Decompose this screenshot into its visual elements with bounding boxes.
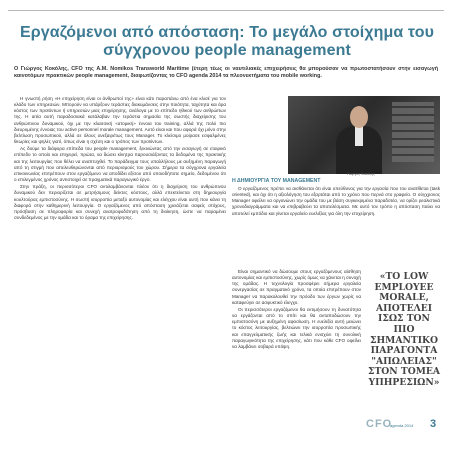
body-paragraph: Ας δούμε τα διάφορα επίπεδα του people management, ξεκινώντας από την εισαγωγή σε εταιρικό επίπεδο το οποίο και επιχειρεί, πρώτα, να δώσει κίνητρα παρουσιάζοντας τα δεδομένα της πρακτικής και της λειτουργίας που θέλει να αναπτυχθεί. Το παράδειγμα τους υπαλλήλους με αυξημένη παραγωγή από τη στιγμή που απελευθερώνονται από περιορισμούς του χώρου. Σήμερα τα σύγχρονα εργαλεία επικοινωνίας επιτρέπουν στον εργαζόμενο να αποδίδει εξίσου από οποιοδήποτε σημείο, δεδομένου ότι ο επιλεγμένος χρόνος αντιστοιχεί σε πραγματικά παραγωγικό έργο. [14, 146, 226, 183]
right-column-bottom [232, 269, 361, 409]
pull-quote: «ΤΟ LOW EMPLOYEE MORALE, ΑΠΟΤΕΛΕΙ ΙΣΩΣ ΤΟΝ ΠΙΟ ΣΗΜΑΝΤΙΚΟ ΠΑΡΑΓΟΝΤΑ "ΑΠΩΛΕΙΑΣ" ΣΤΟΝ ΤΟΜΕΑ ΥΠΗΡΕΣΙΩΝ» [367, 271, 441, 388]
body-paragraph: Ο εργαζόμενος πρέπει να αισθάνεται ότι είναι υπεύθυνος για την εργασία που του ανατίθεται (task oriented), και όχι ότι η αξιολόγηση του εξαρτάται από το χρόνο που περνά στο γραφείο. Ο σύγχρονος Manager οφείλει να οργανώνει την ομάδα του με βάση συγκεκριμένα παραδοτέα, να ορίζει ρεαλιστικά χρονοδιαγράμματα και να επιβραβεύει τα αποτελέσματα. Με αυτό τον τρόπο η απόσταση παύει να αποτελεί εμπόδιο και γίνεται εργαλείο ευελιξίας για όλη την επιχείρηση. [232, 186, 440, 216]
body-paragraph: Στην πράξη, οι περισσότεροι CFO αντιλαμβάνονται πλέον ότι η διαχείριση του ανθρώπινου δυναμικού δεν περιορίζεται σε μετρήσιμους δείκτες κόστους, αλλά επεκτείνεται στη δημιουργία κουλτούρας εμπιστοσύνης. Η σωστή ισορροπία μεταξύ αυτονομίας και ελέγχου είναι αυτή που κάνει τη διαφορά στην καθημερινή λειτουργία. Ο εργαζόμενος από απόσταση χρειάζεται σαφείς στόχους, πρόσβαση σε πληροφορία και συνεχή ανατροφοδότηση από τη διοίκηση, ώστε να παραμένει συνδεδεμένος με την ομάδα και το όραμα της επιχείρησης. [14, 184, 226, 220]
article-headline: Εργαζόμενοι από απόσταση: Το μεγάλο στοίχημα του σύγχρονου people management [20, 24, 434, 59]
left-column [14, 96, 226, 440]
body-paragraph: Οι περισσότεροι εργαζόμενοι θα εκτιμήσουν τη δυνατότητα να εργάζονται από το σπίτι και θα ανταποδώσουν την εμπιστοσύνη με αυξημένη αφοσίωση. Η ευελιξία αυτή μειώνει το κόστος λειτουργίας, βελτιώνει την ισορροπία προσωπικής και επαγγελματικής ζωής και τελικά ενισχύει τη συνολική παραγωγικότητα της επιχείρησης, κάτι που κάθε CFO οφείλει να λαμβάνει σοβαρά υπόψη. [232, 306, 361, 349]
portrait-figure [336, 106, 382, 174]
page-footer [366, 418, 444, 432]
right-column-top [232, 186, 440, 268]
author-photo [288, 96, 440, 174]
magazine-brand: CFO [366, 418, 393, 430]
page-number: 3 [430, 418, 437, 430]
body-paragraph: Είναι σημαντικό να δώσουμε στους εργαζόμενους αίσθηση αυτονομίας και εμπιστοσύνης, χωρίς όμως να χάνεται η συνοχή της ομάδας. Η τεχνολογία προσφέρει σήμερα εργαλεία συνεργασίας σε πραγματικό χρόνο, τα οποία επιτρέπουν στον Manager να παρακολουθεί την πρόοδο των έργων χωρίς να καταφεύγει σε ασφυκτικό έλεγχο. [232, 269, 361, 305]
bookshelf-background [392, 102, 434, 162]
top-rule [8, 10, 444, 11]
article-intro: Ο Γιώργος Κοκόλης, CFO της A.M. Nomikos Transworld Maritime (έτερη τέως οι ναυτιλιακές επιχειρήσεις θα μπορούσαν να πρωτοστατήσουν στην εισαγωγή καινοτόμων πρακτικών people management, διαφωτίζοντας το CFO agenda 2014 τα πλεονεκτήματα του mobile working. [14, 66, 438, 79]
section-subheading: Η ΔΗΜΙΟΥΡΓΙΑ ΤΟΥ MANAGEMENT [232, 178, 321, 184]
body-paragraph: Η γνωστή ρήση «Η επιχείρηση είναι οι άνθρωποί της» είναι κάτι παραπάνω από ένα κλισέ για τον κλάδο των υπηρεσιών. Μπορούν να υπάρξουν τεράστιες διακυμάνσεις στην ποιότητα, ταχύτητα και άρα κόστος των προϊόντων ή υπηρεσιών μιας επιχείρησης, ανάλογα με το επίπεδο ηθικού των ανθρώπων της. Η αιτία αυτή παραδοσιακά κατάλαβαν την τεράστια σημασία της σωστής διαχείρισης του ανθρώπινου δυναμικού, όχι με την κλασσική «ατομική» έννοια του training, αλλά της πολύ πιο διευρυμένης έννοιας του active personnel morale management. Αυτό είναι και που αφορά όχι μόνο στην βελτίωση προσωπικού, αλλά σε όλους ανεξαιρέτως τους Manager. Το κλείσιμο μοίρασε εσφαλμένες θεωρίες και ψηλές γιατί, όπως είναι η σχέση και ο τρόπος των προϊόντων. [14, 96, 226, 145]
issue-label: agenda 2014 [390, 423, 414, 428]
photo-caption: Γιώργος Κοκόλης [347, 172, 375, 176]
